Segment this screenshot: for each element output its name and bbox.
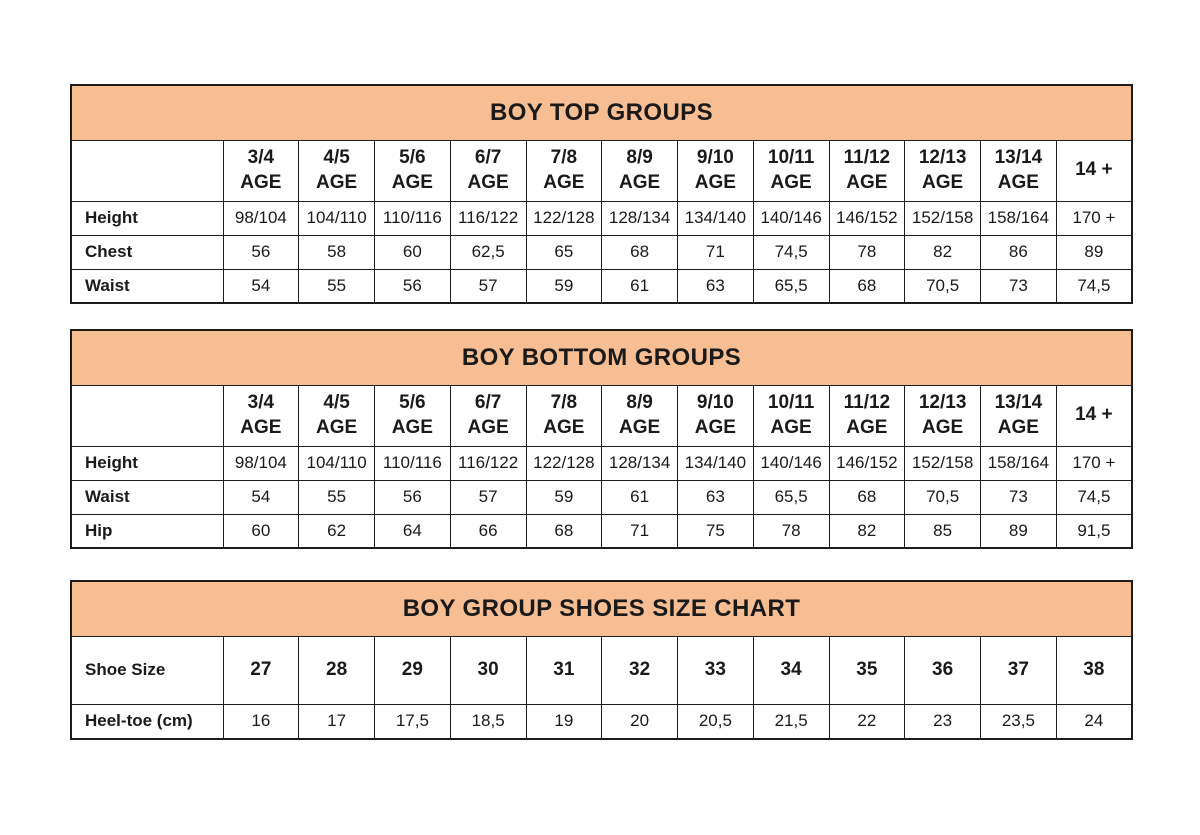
column-header <box>450 140 526 201</box>
cell: 116/122 <box>450 446 526 480</box>
column-header-line: AGE <box>316 171 358 193</box>
column-header-line: 5/6 <box>399 146 426 168</box>
cell: 73 <box>981 269 1057 303</box>
column-header <box>678 140 754 201</box>
column-header-line: 4/5 <box>323 146 350 168</box>
table-row <box>71 514 1132 548</box>
cell: 59 <box>526 480 602 514</box>
column-header-line: 34 <box>780 658 802 680</box>
column-header-line: AGE <box>240 416 282 438</box>
cell: 89 <box>1056 235 1132 269</box>
row-label: Hip <box>71 514 223 548</box>
cell: 62 <box>299 514 375 548</box>
cell: 23,5 <box>981 704 1057 739</box>
column-header-line: 14 + <box>1075 159 1113 181</box>
column-header <box>1056 140 1132 201</box>
cell: 56 <box>375 480 451 514</box>
table-row <box>71 269 1132 303</box>
cell: 98/104 <box>223 446 299 480</box>
cell: 110/116 <box>375 446 451 480</box>
cell: 170 + <box>1056 201 1132 235</box>
table-title: BOY GROUP SHOES SIZE CHART <box>71 581 1132 636</box>
column-header-line: 27 <box>250 658 272 680</box>
cell: 170 + <box>1056 446 1132 480</box>
cell: 62,5 <box>450 235 526 269</box>
column-header <box>753 140 829 201</box>
row-label: Heel-toe (cm) <box>71 704 223 739</box>
column-header-line: 9/10 <box>696 146 734 168</box>
cell: 74,5 <box>1056 480 1132 514</box>
cell: 91,5 <box>1056 514 1132 548</box>
column-header <box>223 385 299 446</box>
column-header-line: 13/14 <box>994 391 1043 413</box>
cell: 122/128 <box>526 446 602 480</box>
cell: 68 <box>829 269 905 303</box>
boy-top-groups-table <box>70 84 1133 304</box>
cell: 110/116 <box>375 201 451 235</box>
cell: 68 <box>829 480 905 514</box>
column-header <box>526 385 602 446</box>
column-header-line: AGE <box>694 416 736 438</box>
header-row-label <box>71 385 223 446</box>
cell: 60 <box>375 235 451 269</box>
column-header-line: 10/11 <box>767 146 815 168</box>
column-header-line: 28 <box>326 658 348 680</box>
cell: 140/146 <box>753 446 829 480</box>
column-header-line: AGE <box>770 416 812 438</box>
table-title-row <box>71 330 1132 385</box>
cell: 85 <box>905 514 981 548</box>
cell: 152/158 <box>905 201 981 235</box>
column-header-line: AGE <box>922 416 964 438</box>
cell: 152/158 <box>905 446 981 480</box>
cell: 20,5 <box>678 704 754 739</box>
table-row <box>71 704 1132 739</box>
cell: 63 <box>678 480 754 514</box>
cell: 98/104 <box>223 201 299 235</box>
cell: 68 <box>602 235 678 269</box>
column-header-line: AGE <box>846 416 888 438</box>
cell: 158/164 <box>981 201 1057 235</box>
column-header <box>526 140 602 201</box>
row-label: Waist <box>71 269 223 303</box>
column-header <box>753 385 829 446</box>
row-label: Height <box>71 201 223 235</box>
cell: 104/110 <box>299 446 375 480</box>
cell: 19 <box>526 704 602 739</box>
column-header <box>678 385 754 446</box>
row-label: Waist <box>71 480 223 514</box>
table-row <box>71 235 1132 269</box>
table-title: BOY BOTTOM GROUPS <box>71 330 1132 385</box>
column-header <box>1056 636 1132 704</box>
column-header-line: 30 <box>477 658 499 680</box>
cell: 134/140 <box>678 446 754 480</box>
row-label: Chest <box>71 235 223 269</box>
column-header <box>602 140 678 201</box>
column-header-line: 29 <box>401 658 423 680</box>
column-header-line: AGE <box>240 171 282 193</box>
column-header <box>602 385 678 446</box>
column-header <box>450 385 526 446</box>
row-label: Height <box>71 446 223 480</box>
column-header-line: 32 <box>629 658 651 680</box>
cell: 78 <box>753 514 829 548</box>
column-header-row <box>71 385 1132 446</box>
cell: 86 <box>981 235 1057 269</box>
cell: 134/140 <box>678 201 754 235</box>
cell: 104/110 <box>299 201 375 235</box>
table-slot-boy-bottom-groups <box>70 329 1133 549</box>
table-row <box>71 446 1132 480</box>
cell: 66 <box>450 514 526 548</box>
cell: 17 <box>299 704 375 739</box>
cell: 146/152 <box>829 446 905 480</box>
cell: 82 <box>829 514 905 548</box>
column-header-line: AGE <box>694 171 736 193</box>
column-header <box>1056 385 1132 446</box>
column-header-line: AGE <box>922 171 964 193</box>
column-header-line: AGE <box>391 171 433 193</box>
column-header-line: 8/9 <box>626 146 653 168</box>
column-header-line: 10/11 <box>767 391 815 413</box>
column-header-line: AGE <box>997 171 1039 193</box>
cell: 116/122 <box>450 201 526 235</box>
column-header-line: AGE <box>543 171 585 193</box>
column-header-line: AGE <box>467 171 509 193</box>
column-header-line: 36 <box>932 658 954 680</box>
column-header-line: 13/14 <box>994 146 1043 168</box>
cell: 58 <box>299 235 375 269</box>
cell: 73 <box>981 480 1057 514</box>
column-header-line: 6/7 <box>474 391 502 413</box>
column-header-line: AGE <box>619 171 661 193</box>
table-title-row <box>71 85 1132 140</box>
cell: 78 <box>829 235 905 269</box>
cell: 24 <box>1056 704 1132 739</box>
column-header <box>299 385 375 446</box>
column-header <box>375 636 451 704</box>
table-slot-boy-group-shoes <box>70 580 1133 740</box>
column-header-line: 7/8 <box>550 146 578 168</box>
cell: 56 <box>375 269 451 303</box>
boy-group-shoes-size-chart-table <box>70 580 1133 740</box>
cell: 140/146 <box>753 201 829 235</box>
column-header-line: AGE <box>467 416 509 438</box>
column-header-row <box>71 140 1132 201</box>
column-header-line: AGE <box>846 171 888 193</box>
cell: 60 <box>223 514 299 548</box>
column-header-line: 11/12 <box>843 391 891 413</box>
column-header <box>223 140 299 201</box>
column-header <box>223 636 299 704</box>
column-header-line: 35 <box>856 658 878 680</box>
column-header-line: AGE <box>619 416 661 438</box>
column-header <box>829 385 905 446</box>
column-header-line: 33 <box>704 658 726 680</box>
column-header-line: AGE <box>543 416 585 438</box>
cell: 17,5 <box>375 704 451 739</box>
column-header <box>829 140 905 201</box>
cell: 21,5 <box>753 704 829 739</box>
cell: 146/152 <box>829 201 905 235</box>
column-header <box>905 636 981 704</box>
column-header-line: 9/10 <box>696 391 734 413</box>
column-header <box>375 140 451 201</box>
cell: 71 <box>678 235 754 269</box>
cell: 56 <box>223 235 299 269</box>
cell: 55 <box>299 269 375 303</box>
cell: 54 <box>223 269 299 303</box>
cell: 59 <box>526 269 602 303</box>
column-header-line: 11/12 <box>843 146 891 168</box>
column-header-line: AGE <box>997 416 1039 438</box>
cell: 70,5 <box>905 480 981 514</box>
cell: 16 <box>223 704 299 739</box>
cell: 74,5 <box>1056 269 1132 303</box>
column-header-line: 4/5 <box>323 391 350 413</box>
cell: 74,5 <box>753 235 829 269</box>
cell: 158/164 <box>981 446 1057 480</box>
column-header <box>981 636 1057 704</box>
column-header-line: 12/13 <box>918 146 967 168</box>
column-header-line: AGE <box>316 416 358 438</box>
column-header-line: 3/4 <box>247 146 275 168</box>
column-header <box>375 385 451 446</box>
table-row <box>71 480 1132 514</box>
column-header-line: 31 <box>553 658 575 680</box>
cell: 75 <box>678 514 754 548</box>
column-header-line: 5/6 <box>399 391 426 413</box>
cell: 128/134 <box>602 201 678 235</box>
column-header <box>829 636 905 704</box>
cell: 122/128 <box>526 201 602 235</box>
column-header <box>526 636 602 704</box>
column-header <box>299 636 375 704</box>
cell: 57 <box>450 269 526 303</box>
column-header <box>299 140 375 201</box>
cell: 65 <box>526 235 602 269</box>
cell: 18,5 <box>450 704 526 739</box>
cell: 70,5 <box>905 269 981 303</box>
column-header <box>905 385 981 446</box>
cell: 55 <box>299 480 375 514</box>
column-header <box>602 636 678 704</box>
boy-bottom-groups-table <box>70 329 1133 549</box>
column-header <box>450 636 526 704</box>
cell: 54 <box>223 480 299 514</box>
table-slot-boy-top-groups <box>70 84 1133 304</box>
cell: 68 <box>526 514 602 548</box>
cell: 65,5 <box>753 480 829 514</box>
column-header-line: AGE <box>391 416 433 438</box>
column-header-line: 14 + <box>1075 404 1113 426</box>
cell: 82 <box>905 235 981 269</box>
cell: 71 <box>602 514 678 548</box>
column-header-line: 37 <box>1007 658 1029 680</box>
table-row <box>71 201 1132 235</box>
column-header <box>678 636 754 704</box>
header-row-label: Shoe Size <box>71 636 223 704</box>
column-header-line: AGE <box>770 171 812 193</box>
cell: 89 <box>981 514 1057 548</box>
column-header <box>981 140 1057 201</box>
cell: 61 <box>602 269 678 303</box>
column-header-line: 8/9 <box>626 391 653 413</box>
column-header <box>981 385 1057 446</box>
column-header <box>905 140 981 201</box>
cell: 65,5 <box>753 269 829 303</box>
cell: 23 <box>905 704 981 739</box>
cell: 22 <box>829 704 905 739</box>
column-header-line: 3/4 <box>247 391 275 413</box>
cell: 20 <box>602 704 678 739</box>
table-title-row <box>71 581 1132 636</box>
cell: 61 <box>602 480 678 514</box>
column-header-line: 12/13 <box>918 391 967 413</box>
cell: 63 <box>678 269 754 303</box>
column-header-line: 38 <box>1083 658 1105 680</box>
column-header-line: 7/8 <box>550 391 578 413</box>
column-header-row <box>71 636 1132 704</box>
cell: 128/134 <box>602 446 678 480</box>
cell: 57 <box>450 480 526 514</box>
header-row-label <box>71 140 223 201</box>
column-header <box>753 636 829 704</box>
table-title: BOY TOP GROUPS <box>71 85 1132 140</box>
cell: 64 <box>375 514 451 548</box>
size-charts-page <box>70 84 1133 740</box>
column-header-line: 6/7 <box>474 146 502 168</box>
